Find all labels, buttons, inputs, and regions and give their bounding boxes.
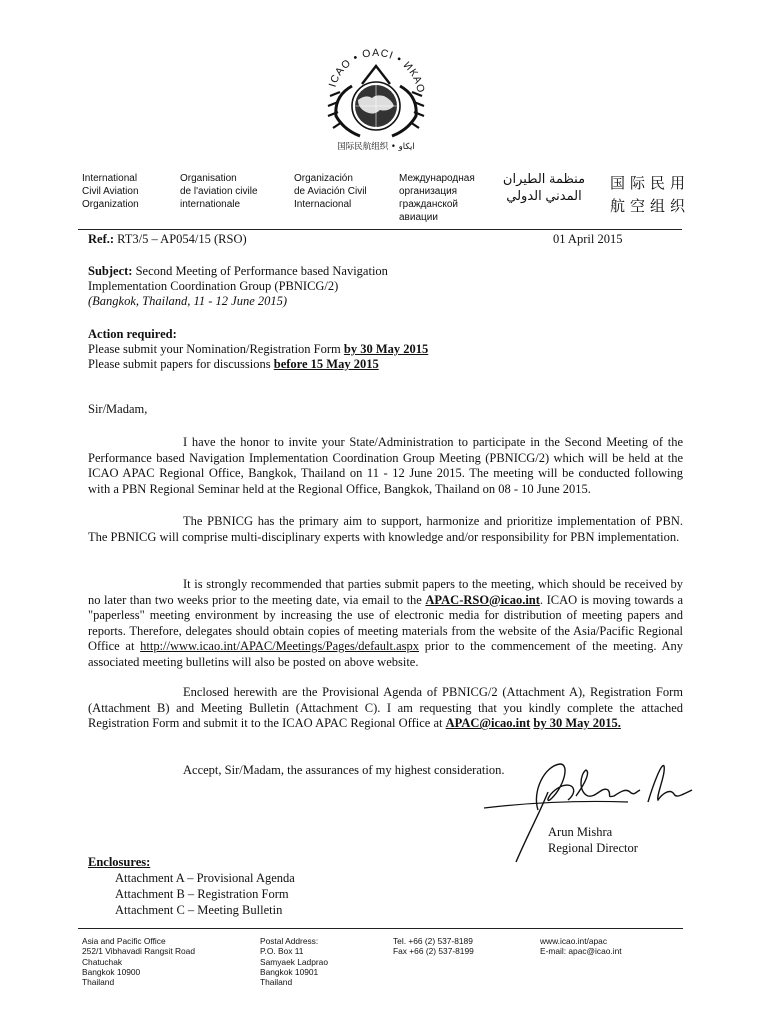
closing-line: Accept, Sir/Madam, the assurances of my highest consideration. [183,763,505,777]
org-name-russian: Международная организация гражданской авиации [399,173,475,223]
meetings-url-link[interactable]: http://www.icao.int/APAC/Meetings/Pages/default.aspx [140,639,420,654]
reference-label: Ref.: [88,232,115,246]
icao-emblem-graphic [300,36,450,156]
salutation: Sir/Madam, [88,402,148,416]
subject-block [88,264,608,309]
footer-web-email: www.icao.int/apac E-mail: apac@icao.int [540,936,622,957]
signatory-name: Arun Mishra [548,825,613,839]
subject-line-2: Implementation Coordination Group (PBNICG/2) [88,279,339,293]
enclosures-list [115,870,295,918]
paragraph-enclosed [88,685,683,732]
enclosure-item: Attachment A – Provisional Agenda [115,871,295,885]
action-line-2-text: Please submit papers for discussions [88,357,274,371]
reference-line [88,232,247,247]
subject-line-1: Second Meeting of Performance based Navigation [135,264,388,278]
footer-phone-fax: Tel. +66 (2) 537-8189 Fax +66 (2) 537-8199 [393,936,474,957]
enclosure-item: Attachment C – Meeting Bulletin [115,903,283,917]
paragraph-papers [88,577,683,671]
paragraph-papers-part-2: . ICAO is moving towards a "paperless" meeting environment by increasing the use of electronic media for distribution of meeting papers and reports. Therefore, delegates should obtain copies of meeting materials from the website of the Asia/Pacific Regional Office at [88,592,683,654]
reference-number: RT3/5 – AP054/15 (RSO) [117,232,247,246]
paragraph-enclosed-deadline: by 30 May 2015. [533,716,621,731]
emblem-bottom-text: 国际民航组织 • ايكاو [337,142,415,152]
footer-divider [78,928,683,929]
paragraph-invitation: I have the honor to invite your State/Administration to participate in the Second Meeting of the Performance based Navigation Implementation Coordination Group Meeting (PBNICG/2) which will be held at the ICAO APAC Regional Office, Bangkok, Thailand on 11 - 12 June 2015. The meeting will be conducted following with a PBN Regional Seminar held at the Regional Office, Bangkok, Thailand on 08 - 10 June 2015. [88,435,683,496]
enclosures-label: Enclosures: [88,855,151,869]
org-name-chinese: 国际民用 航空组织 [610,175,691,215]
org-name-french: Organisation de l'aviation civile internationale [180,173,258,210]
action-required-label: Action required: [88,327,177,341]
action-required-block [88,327,608,372]
apac-email-link[interactable]: APAC@icao.int [445,716,531,731]
paragraph-papers-part-3: prior to the commencement of the meeting. Any associated meeting bulletins will also be posted on above website. [88,639,683,669]
icao-emblem [300,36,450,156]
action-line-1-deadline: by 30 May 2015 [343,342,429,356]
org-name-english: International Civil Aviation Organization [82,173,139,210]
subject-line-3: (Bangkok, Thailand, 11 - 12 June 2015) [88,294,288,308]
footer-office-address: Asia and Pacific Office 252/1 Vibhavadi Rangsit Road Chatuchak Bangkok 10900 Thailand [82,936,195,988]
paragraph-enclosed-text: Enclosed herewith are the Provisional Agenda of PBNICG/2 (Attachment A), Registration Form (Attachment B) and Meeting Bulletin (Attachment C). I am requesting that you kindly complete the attached Registration Form and submit it to the ICAO APAC Regional Office at [88,685,683,731]
org-name-arabic: منظمة الطيران المدني الدولي [502,171,586,203]
footer-postal-address: Postal Address: P.O. Box 11 Samyaek Ladprao Bangkok 10901 Thailand [260,936,328,988]
rso-email-link[interactable]: APAC-RSO@icao.int [425,592,540,607]
action-line-2-deadline: before 15 May 2015 [273,357,379,371]
letter-date: 01 April 2015 [553,232,623,246]
signatory-block [548,824,638,856]
paragraph-purpose: The PBNICG has the primary aim to support, harmonize and prioritize implementation of PBN. The PBNICG will comprise multi-disciplinary experts with knowledge and/or responsibility for PBN implementation. [88,514,683,544]
emblem-ring-text: ICAO • OACI • ИКАО [326,46,427,95]
enclosure-item: Attachment B – Registration Form [115,887,289,901]
org-name-spanish: Organización de Aviación Civil Internacional [294,173,367,210]
subject-label: Subject: [88,264,133,278]
header-divider [78,229,682,230]
action-line-1-text: Please submit your Nomination/Registration Form [88,342,344,356]
signatory-title: Regional Director [548,841,638,855]
paragraph-papers-part-1: It is strongly recommended that parties submit papers to the meeting, which should be received by no later than two weeks prior to the meeting date, via email to the [88,577,683,607]
